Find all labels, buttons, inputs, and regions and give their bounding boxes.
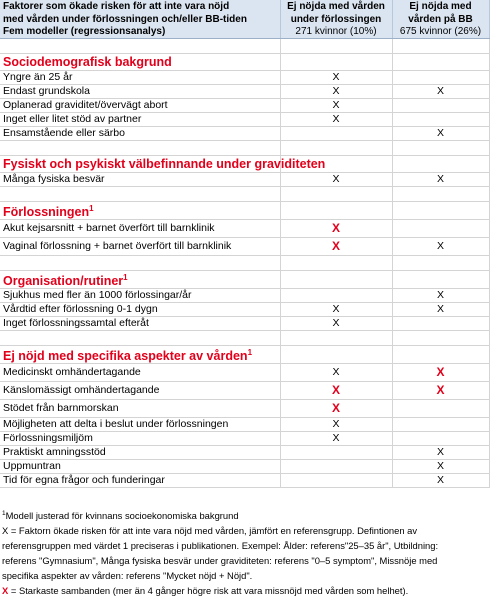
empty-cell bbox=[392, 271, 489, 289]
strong-mark: X bbox=[280, 400, 392, 418]
empty-cell bbox=[392, 39, 489, 54]
mark-cell: X bbox=[392, 289, 489, 303]
mark-cell: X bbox=[280, 364, 392, 382]
factor-label: Oplanerad graviditet/övervägt abort bbox=[0, 99, 280, 113]
empty-cell bbox=[280, 54, 392, 71]
factor-label: Sjukhus med fler än 1000 förlossingar/år bbox=[0, 289, 280, 303]
empty-cell bbox=[392, 187, 489, 202]
empty-cell bbox=[392, 156, 489, 173]
empty-cell bbox=[392, 202, 489, 220]
mark-cell: X bbox=[280, 317, 392, 331]
spacer-row bbox=[0, 256, 489, 271]
empty-cell bbox=[280, 346, 392, 364]
section-footnote-marker: 1 bbox=[247, 348, 253, 357]
mark-cell bbox=[392, 317, 489, 331]
empty-cell bbox=[392, 346, 489, 364]
factor-row bbox=[0, 317, 489, 331]
mark-cell bbox=[280, 460, 392, 474]
section-title-text: Ej nöjd med specifika aspekter av vården bbox=[3, 349, 248, 363]
spacer-row bbox=[0, 187, 489, 202]
factor-label: Möjligheten att delta i beslut under förlossningen bbox=[0, 418, 280, 432]
header-title-line-2: med vården under förlossningen och/eller BB-tiden bbox=[3, 14, 247, 25]
mark-cell: X bbox=[392, 127, 489, 141]
strong-mark: X bbox=[392, 382, 489, 400]
section-title-text: Organisation/rutiner bbox=[3, 274, 124, 288]
factor-label: Inget eller litet stöd av partner bbox=[0, 113, 280, 127]
mark-cell bbox=[392, 99, 489, 113]
strong-legend-text: = Starkaste sambanden (mer än 4 gånger högre risk att vara missnöjd med vården som helhet). bbox=[8, 585, 409, 596]
factor-label: Stödet från barnmorskan bbox=[0, 400, 280, 418]
factor-label: Tid för egna frågor och funderingar bbox=[0, 474, 280, 488]
footnote-text: Modell justerad för kvinnans socioekonomiska bakgrund bbox=[5, 510, 239, 521]
empty-cell bbox=[280, 187, 392, 202]
factor-label: Uppmuntran bbox=[0, 460, 280, 474]
factor-row bbox=[0, 113, 489, 127]
mark-cell: X bbox=[280, 113, 392, 127]
factor-label: Akut kejsarsnitt + barnet överfört till barnklinik bbox=[0, 220, 280, 238]
header-title-line-1: Faktorer som ökade risken för att inte vara nöjd bbox=[3, 1, 230, 12]
header-title bbox=[0, 0, 280, 26]
factor-row bbox=[0, 220, 489, 238]
factor-row bbox=[0, 400, 489, 418]
section-title bbox=[0, 54, 280, 71]
section-footnote-marker: 1 bbox=[123, 273, 128, 282]
header-count-delivery: 271 kvinnor (10%) bbox=[280, 26, 392, 39]
mark-cell: X bbox=[392, 85, 489, 99]
mark-cell: X bbox=[280, 99, 392, 113]
header-count-bb: 675 kvinnor (26%) bbox=[392, 26, 489, 39]
header-col-delivery-line-2: under förlossingen bbox=[290, 14, 382, 25]
section-title bbox=[0, 156, 326, 173]
factor-label: Inget förlossningssamtal efteråt bbox=[0, 317, 280, 331]
x-legend-line-4: specifika aspekter av vården: referens "Mycket nöjd + Nöjd". bbox=[2, 570, 253, 581]
mark-cell bbox=[392, 71, 489, 85]
mark-cell: X bbox=[280, 418, 392, 432]
mark-cell bbox=[280, 474, 392, 488]
mark-cell bbox=[392, 432, 489, 446]
section-title-text: Förlossningen bbox=[3, 205, 90, 219]
mark-cell bbox=[280, 446, 392, 460]
header-col-bb-line-1: Ej nöjda med bbox=[409, 1, 472, 12]
mark-cell bbox=[392, 400, 489, 418]
empty-cell bbox=[280, 141, 392, 156]
mark-cell: X bbox=[392, 238, 489, 256]
empty-cell bbox=[0, 331, 280, 346]
spacer-row bbox=[0, 141, 489, 156]
factor-row bbox=[0, 289, 489, 303]
mark-cell: X bbox=[280, 71, 392, 85]
factor-label: Vaginal förlossning + barnet överfört till barnklinik bbox=[0, 238, 280, 256]
factor-label: Vårdtid efter förlossning 0-1 dygn bbox=[0, 303, 280, 317]
factor-row bbox=[0, 364, 489, 382]
section-title bbox=[0, 202, 280, 220]
mark-cell: X bbox=[392, 303, 489, 317]
x-legend-line-2: referensgruppen med värdet 1 preciseras i publikationen. Exempel: Ålder: referens"25–35 år", Utbildning: bbox=[2, 540, 439, 551]
factor-row bbox=[0, 474, 489, 488]
strong-legend bbox=[0, 583, 489, 598]
mark-cell bbox=[280, 289, 392, 303]
strong-mark: X bbox=[280, 382, 392, 400]
factor-row bbox=[0, 85, 489, 99]
header-col-delivery-line-1: Ej nöjda med vården bbox=[287, 1, 385, 12]
strong-legend-mark: X bbox=[2, 585, 9, 596]
empty-cell bbox=[280, 331, 392, 346]
footnote bbox=[0, 506, 489, 523]
factor-label: Ensamstående eller särbo bbox=[0, 127, 280, 141]
factor-row bbox=[0, 303, 489, 317]
mark-cell: X bbox=[392, 173, 489, 187]
mark-cell: X bbox=[280, 85, 392, 99]
mark-cell: X bbox=[280, 303, 392, 317]
section-title-text: Sociodemografisk bakgrund bbox=[3, 54, 172, 69]
factor-label: Förlossningsmiljöm bbox=[0, 432, 280, 446]
empty-cell bbox=[280, 271, 392, 289]
factor-row bbox=[0, 446, 489, 460]
empty-cell bbox=[392, 141, 489, 156]
section-title bbox=[0, 346, 280, 364]
x-legend-line-1: X = Faktorn ökade risken för att inte vara nöjd med vården, jämfört en referensgrupp. Defintionen av bbox=[2, 525, 418, 536]
footnote-marker: 1 bbox=[2, 510, 6, 517]
table-subheader bbox=[0, 26, 489, 39]
spacer-row bbox=[0, 331, 489, 346]
empty-cell bbox=[280, 202, 392, 220]
mark-cell bbox=[392, 113, 489, 127]
strong-mark: X bbox=[280, 238, 392, 256]
section-footnote-marker: 1 bbox=[89, 204, 94, 213]
factor-row bbox=[0, 238, 489, 256]
factor-row bbox=[0, 99, 489, 113]
section-header bbox=[0, 271, 489, 289]
header-col-bb bbox=[392, 0, 489, 26]
empty-cell bbox=[0, 187, 280, 202]
header-models: Fem modeller (regressionsanalys) bbox=[0, 26, 280, 39]
factor-label: Yngre än 25 år bbox=[0, 71, 280, 85]
table-notes bbox=[0, 506, 489, 598]
mark-cell: X bbox=[392, 460, 489, 474]
mark-cell: X bbox=[392, 446, 489, 460]
empty-cell bbox=[0, 256, 280, 271]
factor-row bbox=[0, 71, 489, 85]
empty-cell bbox=[392, 331, 489, 346]
strong-mark: X bbox=[392, 364, 489, 382]
mark-cell: X bbox=[280, 432, 392, 446]
strong-mark: X bbox=[280, 220, 392, 238]
header-col-bb-line-2: vården på BB bbox=[408, 14, 473, 25]
empty-cell bbox=[0, 39, 280, 54]
factor-label: Medicinskt omhändertagande bbox=[0, 364, 280, 382]
section-header bbox=[0, 202, 489, 220]
factor-row bbox=[0, 127, 489, 141]
empty-cell bbox=[0, 141, 280, 156]
section-title bbox=[0, 271, 280, 289]
header-col-delivery bbox=[280, 0, 392, 26]
mark-cell bbox=[392, 220, 489, 238]
mark-cell: X bbox=[280, 173, 392, 187]
section-header bbox=[0, 346, 489, 364]
x-legend-line-3: referens "Gymnasium", Många fysiska besvär under graviditeten: referens "0–5 symptom", Missnöje med bbox=[2, 555, 438, 566]
factor-label: Endast grundskola bbox=[0, 85, 280, 99]
table-header bbox=[0, 0, 489, 26]
empty-cell bbox=[280, 256, 392, 271]
section-title-text: Fysiskt och psykiskt välbefinnande under graviditeten bbox=[3, 156, 326, 171]
section-header bbox=[0, 156, 489, 173]
empty-cell bbox=[392, 256, 489, 271]
empty-cell bbox=[280, 39, 392, 54]
mark-cell bbox=[280, 127, 392, 141]
factor-row bbox=[0, 460, 489, 474]
factor-label: Praktiskt amningsstöd bbox=[0, 446, 280, 460]
mark-cell: X bbox=[392, 474, 489, 488]
empty-cell bbox=[392, 54, 489, 71]
section-header bbox=[0, 54, 489, 71]
factor-row bbox=[0, 173, 489, 187]
factor-label: Känslomässigt omhändertagande bbox=[0, 382, 280, 400]
spacer-row bbox=[0, 39, 489, 54]
factor-label: Många fysiska besvär bbox=[0, 173, 280, 187]
factor-row bbox=[0, 432, 489, 446]
mark-cell bbox=[392, 418, 489, 432]
factor-row bbox=[0, 382, 489, 400]
factor-row bbox=[0, 418, 489, 432]
